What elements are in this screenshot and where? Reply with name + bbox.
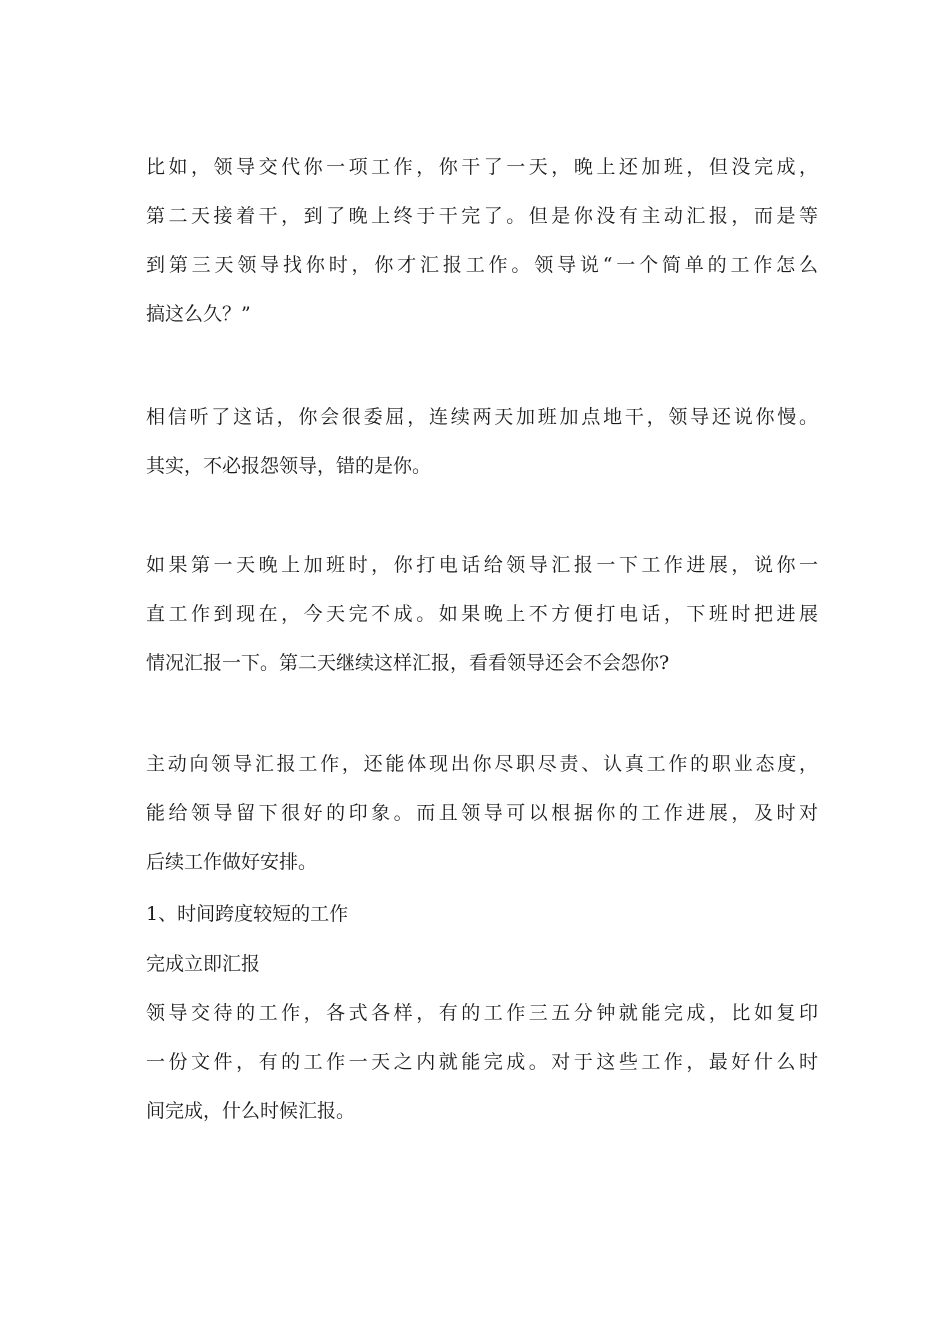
section-heading <box>146 890 818 939</box>
paragraph <box>146 143 818 339</box>
paragraph-line: 如果第一天晚上加班时，你打电话给领导汇报一下工作进展，说你一 <box>146 554 818 576</box>
sub-heading <box>146 940 818 989</box>
paragraph-line: 后续工作做好安排。 <box>146 851 318 873</box>
paragraph-line: 比如，领导交代你一项工作，你干了一天，晚上还加班，但没完成， <box>146 156 818 178</box>
paragraph <box>146 989 818 1136</box>
paragraph-line: 第二天接着干，到了晚上终于干完了。但是你没有主动汇报，而是等 <box>146 205 818 227</box>
paragraph-line: 主动向领导汇报工作，还能体现出你尽职尽责、认真工作的职业态度， <box>146 753 818 775</box>
paragraph-line: 其实，不必报怨领导，错的是你。 <box>146 455 432 477</box>
paragraph-line: 能给领导留下很好的印象。而且领导可以根据你的工作进展，及时对 <box>146 802 818 824</box>
paragraph-line: 间完成，什么时候汇报。 <box>146 1100 356 1122</box>
paragraph-line: 搞这么久？” <box>146 303 251 325</box>
paragraph-line: 领导交待的工作，各式各样，有的工作三五分钟就能完成，比如复印 <box>146 1002 818 1024</box>
paragraph-line: 到第三天领导找你时，你才汇报工作。领导说“一个简单的工作怎么 <box>146 254 818 276</box>
paragraph-line: 相信听了这话，你会很委屈，连续两天加班加点地干，领导还说你慢。 <box>146 406 818 428</box>
paragraph-line: 一份文件，有的工作一天之内就能完成。对于这些工作，最好什么时 <box>146 1051 818 1073</box>
section-heading-text: 1、时间跨度较短的工作 <box>146 903 349 925</box>
paragraph <box>146 393 818 491</box>
sub-heading-text: 完成立即汇报 <box>146 953 261 975</box>
paragraph-line: 情况汇报一下。第二天继续这样汇报，看看领导还会不会怨你? <box>146 652 670 674</box>
paragraph <box>146 740 818 887</box>
paragraph-line: 直工作到现在，今天完不成。如果晚上不方便打电话，下班时把进展 <box>146 603 818 625</box>
paragraph <box>146 541 818 688</box>
